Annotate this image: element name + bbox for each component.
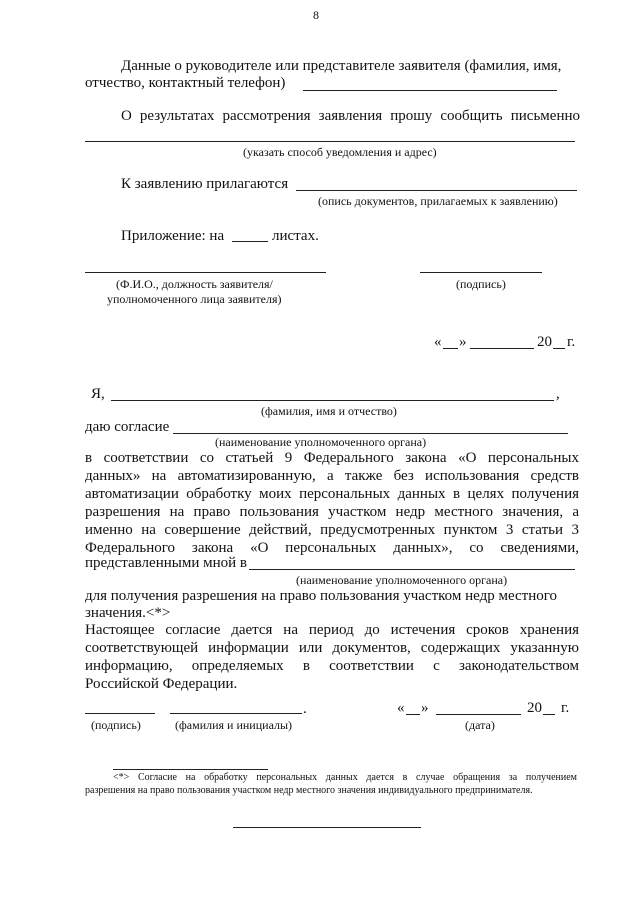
contact-field-line	[303, 90, 557, 91]
consent-body-line: данных» на автоматизированную, а также без использования средств	[85, 468, 579, 484]
bottom-signature-line	[85, 713, 155, 714]
consent-body-line: в соответствии со статьей 9 Федерального закона «О персональных	[85, 450, 579, 466]
attachments-field-line	[296, 190, 577, 191]
date-top-year-suffix: г.	[567, 334, 576, 350]
consent-i: Я,	[91, 386, 105, 402]
date-top-close: »	[459, 334, 467, 350]
end-separator	[233, 827, 421, 828]
consent-give: даю согласие	[85, 419, 170, 435]
date-bottom-day-line	[406, 714, 420, 715]
provided-label: представленными мной в	[85, 555, 247, 571]
date-bottom-month-line	[436, 714, 521, 715]
period-line: информацию, определяемых в соответствии с законодательством	[85, 658, 579, 674]
footnote-line-2: разрешения на право пользования участком недр местного значения индивидуального предпринимателя.	[85, 785, 533, 796]
consent-body-line: именно на совершение действий, предусмотренных пунктом 3 статьи 3	[85, 522, 579, 538]
attachments-label: К заявлению прилагаются	[121, 176, 289, 192]
bottom-signature-hint: (подпись)	[91, 718, 141, 732]
date-bottom-year-suffix: г.	[561, 700, 570, 716]
footnote-line-1: <*> Согласие на обработку персональных данных дается в случае обращения за получением	[113, 772, 577, 783]
period-line-last: Российской Федерации.	[85, 676, 238, 692]
applicant-signature-hint: (подпись)	[456, 277, 506, 291]
period-line: соответствующей информации или документов, содержащих указанную	[85, 640, 579, 656]
date-top-open: «	[434, 334, 442, 350]
date-top-year-line	[553, 348, 565, 349]
authority-hint-2: (наименование уполномоченного органа)	[296, 573, 508, 587]
purpose-line-2: значения.<*>	[85, 605, 171, 621]
date-bottom-close: »	[421, 700, 429, 716]
page-number: 8	[313, 8, 319, 22]
full-name-comma: ,	[556, 386, 560, 402]
authority-line-1	[173, 433, 568, 434]
sheet-count-line	[232, 241, 268, 242]
date-top-day-line	[443, 348, 458, 349]
appendix-suffix: листах.	[272, 228, 319, 244]
applicant-name-line	[85, 272, 326, 273]
applicant-name-hint-1: (Ф.И.О., должность заявителя/	[116, 277, 273, 291]
authority-line-2	[249, 569, 575, 570]
notification-field-line	[85, 141, 575, 142]
consent-body-line: разрешения на право пользования участком недр местного значения, а	[85, 504, 579, 520]
authority-hint-1: (наименование уполномоченного органа)	[215, 435, 427, 449]
notification-hint: (указать способ уведомления и адрес)	[243, 145, 437, 159]
date-bottom-year-line	[543, 714, 555, 715]
consent-body-line: Федерального закона «О персональных данных», со сведениями,	[85, 540, 579, 556]
full-name-hint: (фамилия, имя и отчество)	[261, 404, 397, 418]
results-line: О результатах рассмотрения заявления прошу сообщить письменно	[121, 108, 580, 124]
purpose-line-1: для получения разрешения на право пользования участком недр местного	[85, 588, 558, 604]
bottom-initials-line	[170, 713, 302, 714]
full-name-line	[111, 400, 554, 401]
period-line: Настоящее согласие дается на период до истечения сроков хранения	[85, 622, 579, 638]
contact-line-1: Данные о руководителе или представителе заявителя (фамилия, имя,	[121, 58, 562, 74]
date-top-month-line	[470, 348, 534, 349]
consent-body-line: автоматизации обработку моих персональных данных в целях получения	[85, 486, 579, 502]
date-bottom-open: «	[397, 700, 405, 716]
footnote-separator	[113, 769, 268, 770]
date-bottom-year-prefix: 20	[527, 700, 542, 716]
bottom-initials-dot: .	[303, 701, 307, 717]
contact-line-2: отчество, контактный телефон)	[85, 75, 286, 91]
bottom-initials-hint: (фамилия и инициалы)	[175, 718, 293, 732]
applicant-name-hint-2: уполномоченного лица заявителя)	[107, 292, 282, 306]
applicant-signature-line	[420, 272, 542, 273]
appendix-prefix: Приложение: на	[121, 228, 225, 244]
date-bottom-hint: (дата)	[465, 718, 495, 732]
date-top-year-prefix: 20	[537, 334, 552, 350]
attachments-hint: (опись документов, прилагаемых к заявлению)	[318, 194, 558, 208]
